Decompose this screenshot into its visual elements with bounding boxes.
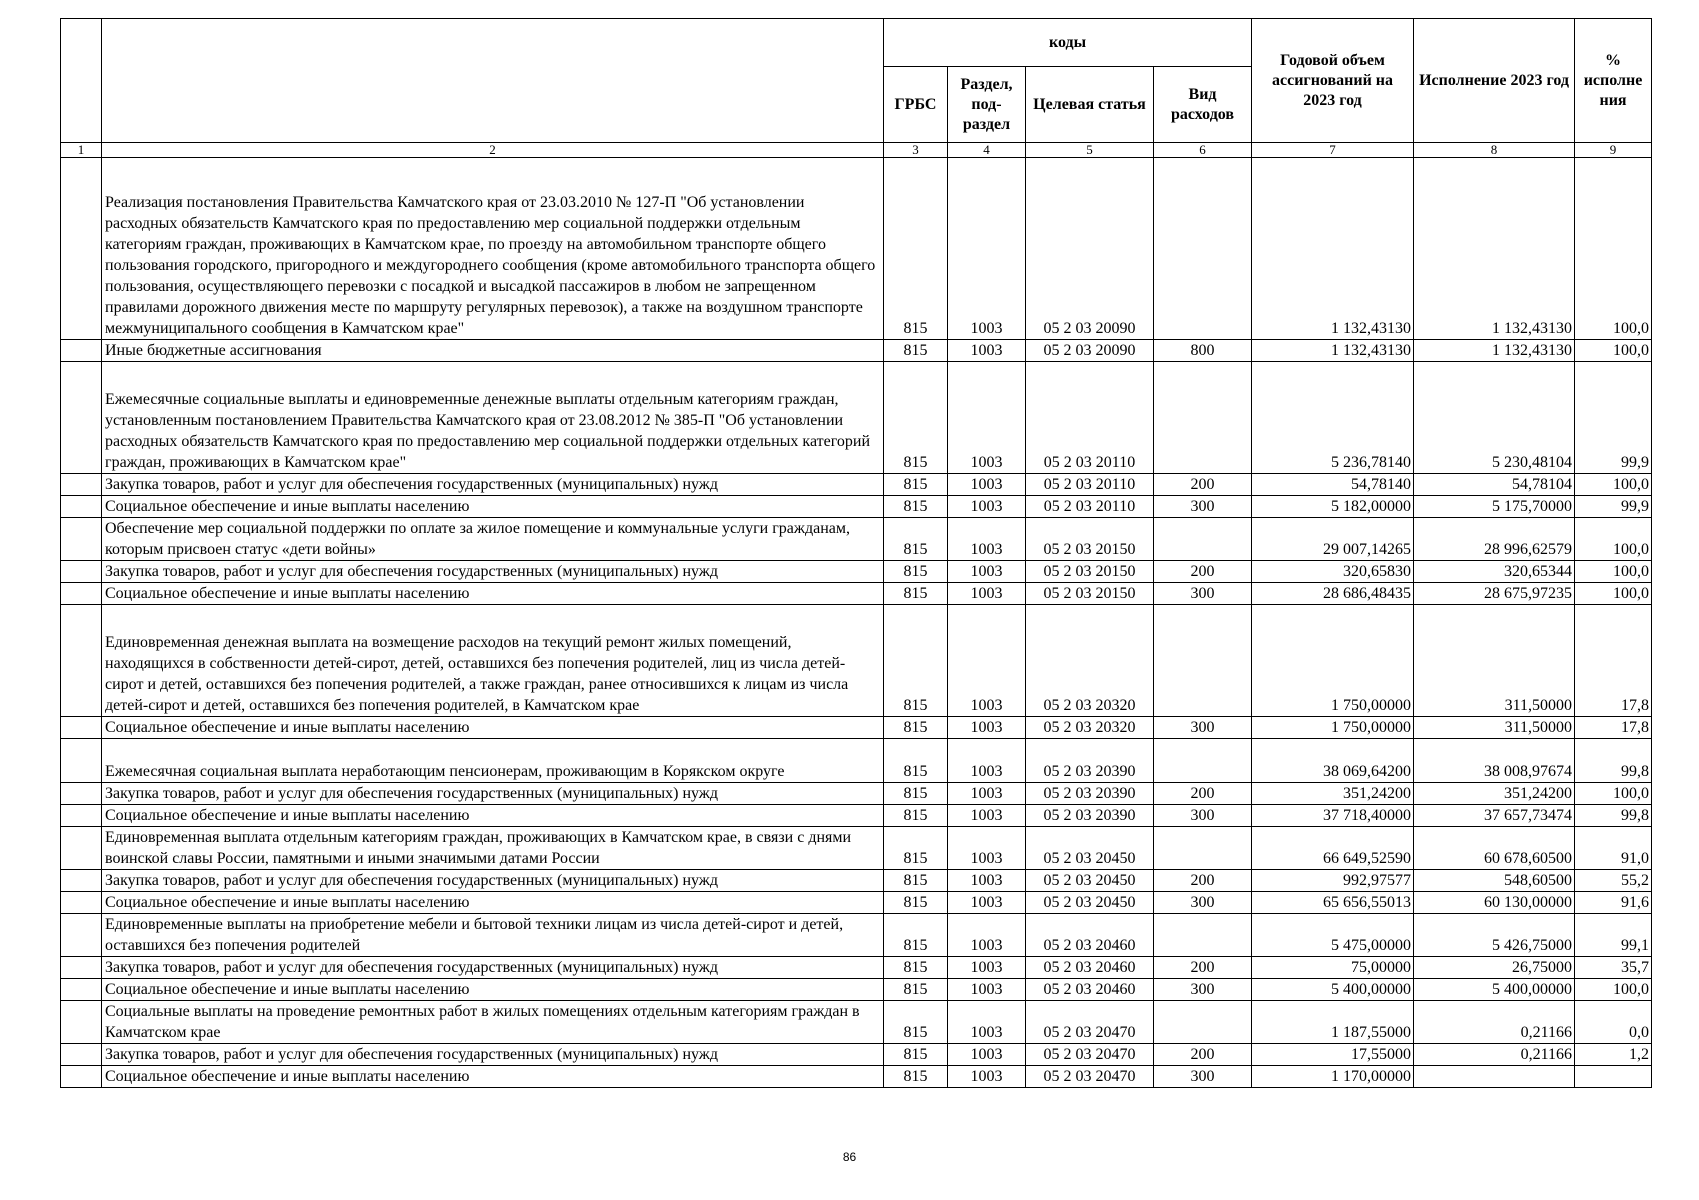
row-percent: 100,0 — [1575, 979, 1652, 1001]
row-annual: 320,65830 — [1252, 561, 1414, 583]
column-number: 5 — [1026, 143, 1154, 158]
row-percent: 99,8 — [1575, 739, 1652, 783]
row-expense-type — [1154, 158, 1252, 340]
row-annual: 5 182,00000 — [1252, 496, 1414, 518]
row-grbs: 815 — [884, 870, 948, 892]
budget-table — [60, 18, 1652, 1088]
row-expense-type — [1154, 605, 1252, 717]
row-execution: 5 400,00000 — [1414, 979, 1575, 1001]
row-target: 05 2 03 20450 — [1026, 892, 1154, 914]
row-name: Единовременная денежная выплата на возмещение расходов на текущий ремонт жилых помещений, находящихся в собственности детей-сирот, детей, оставшихся без попечения родителей, лиц из числа детей-сирот и детей, оставшихся без попечения родителей, а также граждан, ранее относившихся к лицам из числа детей-сирот и детей, оставшихся без попечения родителей, в Камчатском крае — [102, 605, 884, 717]
row-section: 1003 — [948, 340, 1026, 362]
row-percent: 55,2 — [1575, 870, 1652, 892]
row-execution: 60 678,60500 — [1414, 827, 1575, 870]
row-target: 05 2 03 20150 — [1026, 518, 1154, 561]
column-number-row — [61, 143, 1652, 158]
row-blank-cell — [61, 979, 102, 1001]
row-expense-type: 300 — [1154, 717, 1252, 739]
row-grbs: 815 — [884, 717, 948, 739]
row-grbs: 815 — [884, 583, 948, 605]
row-expense-type — [1154, 827, 1252, 870]
row-target: 05 2 03 20460 — [1026, 979, 1154, 1001]
table-row — [61, 914, 1652, 957]
row-name: Социальное обеспечение и иные выплаты населению — [102, 1066, 884, 1088]
page-number: 86 — [842, 1150, 857, 1164]
row-percent: 100,0 — [1575, 561, 1652, 583]
row-expense-type: 200 — [1154, 561, 1252, 583]
row-percent: 99,8 — [1575, 805, 1652, 827]
row-percent: 17,8 — [1575, 605, 1652, 717]
row-annual: 351,24200 — [1252, 783, 1414, 805]
row-blank-cell — [61, 362, 102, 474]
row-grbs: 815 — [884, 340, 948, 362]
row-blank-cell — [61, 805, 102, 827]
column-number: 1 — [61, 143, 102, 158]
row-section: 1003 — [948, 717, 1026, 739]
row-section: 1003 — [948, 496, 1026, 518]
row-percent: 99,9 — [1575, 496, 1652, 518]
row-expense-type — [1154, 518, 1252, 561]
row-target: 05 2 03 20150 — [1026, 583, 1154, 605]
row-target: 05 2 03 20110 — [1026, 474, 1154, 496]
row-expense-type: 200 — [1154, 783, 1252, 805]
row-name: Социальные выплаты на проведение ремонтных работ в жилых помещениях отдельным категориям граждан в Камчатском крае — [102, 1001, 884, 1044]
row-target: 05 2 03 20460 — [1026, 957, 1154, 979]
row-percent: 100,0 — [1575, 158, 1652, 340]
table-row — [61, 496, 1652, 518]
row-target: 05 2 03 20090 — [1026, 158, 1154, 340]
row-name: Социальное обеспечение и иные выплаты населению — [102, 892, 884, 914]
row-expense-type — [1154, 362, 1252, 474]
row-blank-cell — [61, 717, 102, 739]
row-expense-type: 300 — [1154, 805, 1252, 827]
row-execution: 5 175,70000 — [1414, 496, 1575, 518]
row-section: 1003 — [948, 805, 1026, 827]
row-blank-cell — [61, 783, 102, 805]
table-row — [61, 605, 1652, 717]
row-grbs: 815 — [884, 158, 948, 340]
row-target: 05 2 03 20450 — [1026, 870, 1154, 892]
table-row — [61, 827, 1652, 870]
row-grbs: 815 — [884, 827, 948, 870]
row-name: Закупка товаров, работ и услуг для обеспечения государственных (муниципальных) нужд — [102, 474, 884, 496]
row-blank-cell — [61, 496, 102, 518]
row-section: 1003 — [948, 474, 1026, 496]
row-annual: 28 686,48435 — [1252, 583, 1414, 605]
header-annual: Годовой объем ассигнований на 2023 год — [1252, 19, 1414, 143]
row-annual: 1 750,00000 — [1252, 605, 1414, 717]
row-annual: 5 475,00000 — [1252, 914, 1414, 957]
row-grbs: 815 — [884, 1001, 948, 1044]
row-expense-type: 300 — [1154, 892, 1252, 914]
row-name: Ежемесячная социальная выплата неработающим пенсионерам, проживающим в Корякском округе — [102, 739, 884, 783]
row-expense-type — [1154, 739, 1252, 783]
row-grbs: 815 — [884, 805, 948, 827]
row-grbs: 815 — [884, 892, 948, 914]
row-annual: 29 007,14265 — [1252, 518, 1414, 561]
row-section: 1003 — [948, 561, 1026, 583]
table-row — [61, 979, 1652, 1001]
row-annual: 1 170,00000 — [1252, 1066, 1414, 1088]
row-annual: 75,00000 — [1252, 957, 1414, 979]
row-name: Закупка товаров, работ и услуг для обеспечения государственных (муниципальных) нужд — [102, 957, 884, 979]
table-row — [61, 362, 1652, 474]
row-target: 05 2 03 20470 — [1026, 1001, 1154, 1044]
row-expense-type — [1154, 1001, 1252, 1044]
table-row — [61, 892, 1652, 914]
row-blank-cell — [61, 518, 102, 561]
row-execution: 26,75000 — [1414, 957, 1575, 979]
row-execution: 1 132,43130 — [1414, 158, 1575, 340]
row-target: 05 2 03 20320 — [1026, 605, 1154, 717]
row-section: 1003 — [948, 583, 1026, 605]
row-target: 05 2 03 20390 — [1026, 783, 1154, 805]
row-execution: 311,50000 — [1414, 717, 1575, 739]
table-row — [61, 158, 1652, 340]
row-expense-type: 800 — [1154, 340, 1252, 362]
row-section: 1003 — [948, 158, 1026, 340]
row-expense-type: 300 — [1154, 1066, 1252, 1088]
column-number: 7 — [1252, 143, 1414, 158]
row-grbs: 815 — [884, 561, 948, 583]
row-grbs: 815 — [884, 1066, 948, 1088]
row-annual: 66 649,52590 — [1252, 827, 1414, 870]
row-percent: 100,0 — [1575, 783, 1652, 805]
row-name: Закупка товаров, работ и услуг для обеспечения государственных (муниципальных) нужд — [102, 783, 884, 805]
row-execution: 60 130,00000 — [1414, 892, 1575, 914]
row-target: 05 2 03 20460 — [1026, 914, 1154, 957]
row-section: 1003 — [948, 1044, 1026, 1066]
column-number: 8 — [1414, 143, 1575, 158]
row-percent: 100,0 — [1575, 583, 1652, 605]
row-target: 05 2 03 20390 — [1026, 739, 1154, 783]
row-name: Ежемесячные социальные выплаты и единовременные денежные выплаты отдельным категориям граждан, установленным постановлением Правительства Камчатского края от 23.08.2012 № 385-П "Об установлении расходных обязательств Камчатского края по предоставлению мер социальной поддержки отдельных категорий граждан, проживающих в Камчатском крае" — [102, 362, 884, 474]
column-number: 9 — [1575, 143, 1652, 158]
row-section: 1003 — [948, 914, 1026, 957]
row-annual: 5 400,00000 — [1252, 979, 1414, 1001]
row-target: 05 2 03 20320 — [1026, 717, 1154, 739]
row-execution: 0,21166 — [1414, 1001, 1575, 1044]
row-section: 1003 — [948, 518, 1026, 561]
header-codes: коды — [884, 19, 1252, 67]
table-body — [61, 158, 1652, 1088]
row-blank-cell — [61, 474, 102, 496]
row-blank-cell — [61, 583, 102, 605]
row-expense-type: 200 — [1154, 870, 1252, 892]
header-blank-2 — [102, 19, 884, 143]
row-blank-cell — [61, 892, 102, 914]
row-target: 05 2 03 20470 — [1026, 1066, 1154, 1088]
row-blank-cell — [61, 561, 102, 583]
row-section: 1003 — [948, 605, 1026, 717]
row-target: 05 2 03 20090 — [1026, 340, 1154, 362]
table-row — [61, 739, 1652, 783]
row-expense-type: 200 — [1154, 474, 1252, 496]
row-execution: 320,65344 — [1414, 561, 1575, 583]
row-name: Социальное обеспечение и иные выплаты населению — [102, 979, 884, 1001]
row-execution: 28 675,97235 — [1414, 583, 1575, 605]
table-row — [61, 783, 1652, 805]
table-row — [61, 583, 1652, 605]
row-percent: 91,0 — [1575, 827, 1652, 870]
row-grbs: 815 — [884, 605, 948, 717]
row-section: 1003 — [948, 957, 1026, 979]
row-percent: 100,0 — [1575, 340, 1652, 362]
row-percent: 17,8 — [1575, 717, 1652, 739]
row-section: 1003 — [948, 870, 1026, 892]
row-name: Социальное обеспечение и иные выплаты населению — [102, 717, 884, 739]
column-number: 3 — [884, 143, 948, 158]
row-name: Обеспечение мер социальной поддержки по оплате за жилое помещение и коммунальные услуги гражданам, которым присвоен статус «дети войны» — [102, 518, 884, 561]
header-grbs: ГРБС — [884, 67, 948, 143]
row-section: 1003 — [948, 1066, 1026, 1088]
row-grbs: 815 — [884, 979, 948, 1001]
row-execution: 5 426,75000 — [1414, 914, 1575, 957]
table-row — [61, 474, 1652, 496]
table-row — [61, 870, 1652, 892]
row-expense-type: 300 — [1154, 979, 1252, 1001]
row-name: Социальное обеспечение и иные выплаты населению — [102, 496, 884, 518]
row-target: 05 2 03 20150 — [1026, 561, 1154, 583]
row-blank-cell — [61, 739, 102, 783]
table-row — [61, 1044, 1652, 1066]
row-grbs: 815 — [884, 496, 948, 518]
row-target: 05 2 03 20450 — [1026, 827, 1154, 870]
row-annual: 54,78140 — [1252, 474, 1414, 496]
row-annual: 65 656,55013 — [1252, 892, 1414, 914]
table-row — [61, 561, 1652, 583]
row-name: Единовременная выплата отдельным категориям граждан, проживающих в Камчатском крае, в связи с днями воинской славы России, памятными и иными значимыми датами России — [102, 827, 884, 870]
row-name: Закупка товаров, работ и услуг для обеспечения государственных (муниципальных) нужд — [102, 870, 884, 892]
row-execution: 5 230,48104 — [1414, 362, 1575, 474]
row-section: 1003 — [948, 979, 1026, 1001]
row-expense-type: 200 — [1154, 957, 1252, 979]
header-percent: % исполне ния — [1575, 19, 1652, 143]
row-grbs: 815 — [884, 914, 948, 957]
row-blank-cell — [61, 1044, 102, 1066]
row-annual: 1 132,43130 — [1252, 158, 1414, 340]
column-number: 6 — [1154, 143, 1252, 158]
row-expense-type: 200 — [1154, 1044, 1252, 1066]
row-percent: 100,0 — [1575, 518, 1652, 561]
row-percent: 35,7 — [1575, 957, 1652, 979]
row-percent: 99,9 — [1575, 362, 1652, 474]
row-grbs: 815 — [884, 1044, 948, 1066]
row-name: Реализация постановления Правительства Камчатского края от 23.03.2010 № 127-П "Об установлении расходных обязательств Камчатского края по предоставлению мер социальной поддержки отдельным категориям граждан, проживающих в Камчатском крае, по проезду на автомобильном транспорте общего пользования городского, пригородного и междугороднего сообщения (кроме автомобильного транспорта общего пользования, осуществляющего перевозки с посадкой и высадкой пассажиров в любом не запрещенном правилами дорожного движения месте по маршруту регулярных перевозок), а также на воздушном транспорте межмуниципального сообщения в Камчатском крае" — [102, 158, 884, 340]
row-blank-cell — [61, 1066, 102, 1088]
row-annual: 1 187,55000 — [1252, 1001, 1414, 1044]
row-section: 1003 — [948, 362, 1026, 474]
table-row — [61, 805, 1652, 827]
row-name: Социальное обеспечение и иные выплаты населению — [102, 583, 884, 605]
row-blank-cell — [61, 605, 102, 717]
row-name: Социальное обеспечение и иные выплаты населению — [102, 805, 884, 827]
header-section: Раздел, под-раздел — [948, 67, 1026, 143]
row-execution: 0,21166 — [1414, 1044, 1575, 1066]
row-execution — [1414, 1066, 1575, 1088]
row-annual: 1 750,00000 — [1252, 717, 1414, 739]
table-row — [61, 518, 1652, 561]
header-expense-type: Вид расходов — [1154, 67, 1252, 143]
row-percent: 100,0 — [1575, 474, 1652, 496]
row-name: Закупка товаров, работ и услуг для обеспечения государственных (муниципальных) нужд — [102, 1044, 884, 1066]
row-grbs: 815 — [884, 362, 948, 474]
row-grbs: 815 — [884, 783, 948, 805]
row-section: 1003 — [948, 827, 1026, 870]
header-execution: Исполнение 2023 год — [1414, 19, 1575, 143]
column-number: 4 — [948, 143, 1026, 158]
row-execution: 37 657,73474 — [1414, 805, 1575, 827]
row-blank-cell — [61, 1001, 102, 1044]
row-grbs: 815 — [884, 474, 948, 496]
row-name: Иные бюджетные ассигнования — [102, 340, 884, 362]
row-execution: 1 132,43130 — [1414, 340, 1575, 362]
row-execution: 54,78104 — [1414, 474, 1575, 496]
row-annual: 992,97577 — [1252, 870, 1414, 892]
row-percent: 1,2 — [1575, 1044, 1652, 1066]
row-annual: 38 069,64200 — [1252, 739, 1414, 783]
row-expense-type: 300 — [1154, 496, 1252, 518]
row-execution: 28 996,62579 — [1414, 518, 1575, 561]
row-name: Единовременные выплаты на приобретение мебели и бытовой техники лицам из числа детей-сирот и детей, оставшихся без попечения родителей — [102, 914, 884, 957]
row-name: Закупка товаров, работ и услуг для обеспечения государственных (муниципальных) нужд — [102, 561, 884, 583]
row-grbs: 815 — [884, 739, 948, 783]
row-execution: 38 008,97674 — [1414, 739, 1575, 783]
row-target: 05 2 03 20470 — [1026, 1044, 1154, 1066]
row-execution: 548,60500 — [1414, 870, 1575, 892]
row-annual: 5 236,78140 — [1252, 362, 1414, 474]
row-execution: 311,50000 — [1414, 605, 1575, 717]
header-target: Целевая статья — [1026, 67, 1154, 143]
row-blank-cell — [61, 957, 102, 979]
row-section: 1003 — [948, 1001, 1026, 1044]
row-section: 1003 — [948, 783, 1026, 805]
row-expense-type — [1154, 914, 1252, 957]
row-blank-cell — [61, 914, 102, 957]
row-blank-cell — [61, 340, 102, 362]
table-row — [61, 957, 1652, 979]
row-grbs: 815 — [884, 957, 948, 979]
row-annual: 17,55000 — [1252, 1044, 1414, 1066]
row-section: 1003 — [948, 892, 1026, 914]
row-execution: 351,24200 — [1414, 783, 1575, 805]
row-percent — [1575, 1066, 1652, 1088]
row-annual: 37 718,40000 — [1252, 805, 1414, 827]
row-expense-type: 300 — [1154, 583, 1252, 605]
row-blank-cell — [61, 827, 102, 870]
row-blank-cell — [61, 158, 102, 340]
header-blank-1 — [61, 19, 102, 143]
table-row — [61, 340, 1652, 362]
row-target: 05 2 03 20110 — [1026, 496, 1154, 518]
row-percent: 91,6 — [1575, 892, 1652, 914]
row-blank-cell — [61, 870, 102, 892]
row-target: 05 2 03 20110 — [1026, 362, 1154, 474]
column-number: 2 — [102, 143, 884, 158]
table-row — [61, 717, 1652, 739]
row-percent: 0,0 — [1575, 1001, 1652, 1044]
row-section: 1003 — [948, 739, 1026, 783]
table-row — [61, 1066, 1652, 1088]
row-annual: 1 132,43130 — [1252, 340, 1414, 362]
row-target: 05 2 03 20390 — [1026, 805, 1154, 827]
table-row — [61, 1001, 1652, 1044]
row-grbs: 815 — [884, 518, 948, 561]
row-percent: 99,1 — [1575, 914, 1652, 957]
